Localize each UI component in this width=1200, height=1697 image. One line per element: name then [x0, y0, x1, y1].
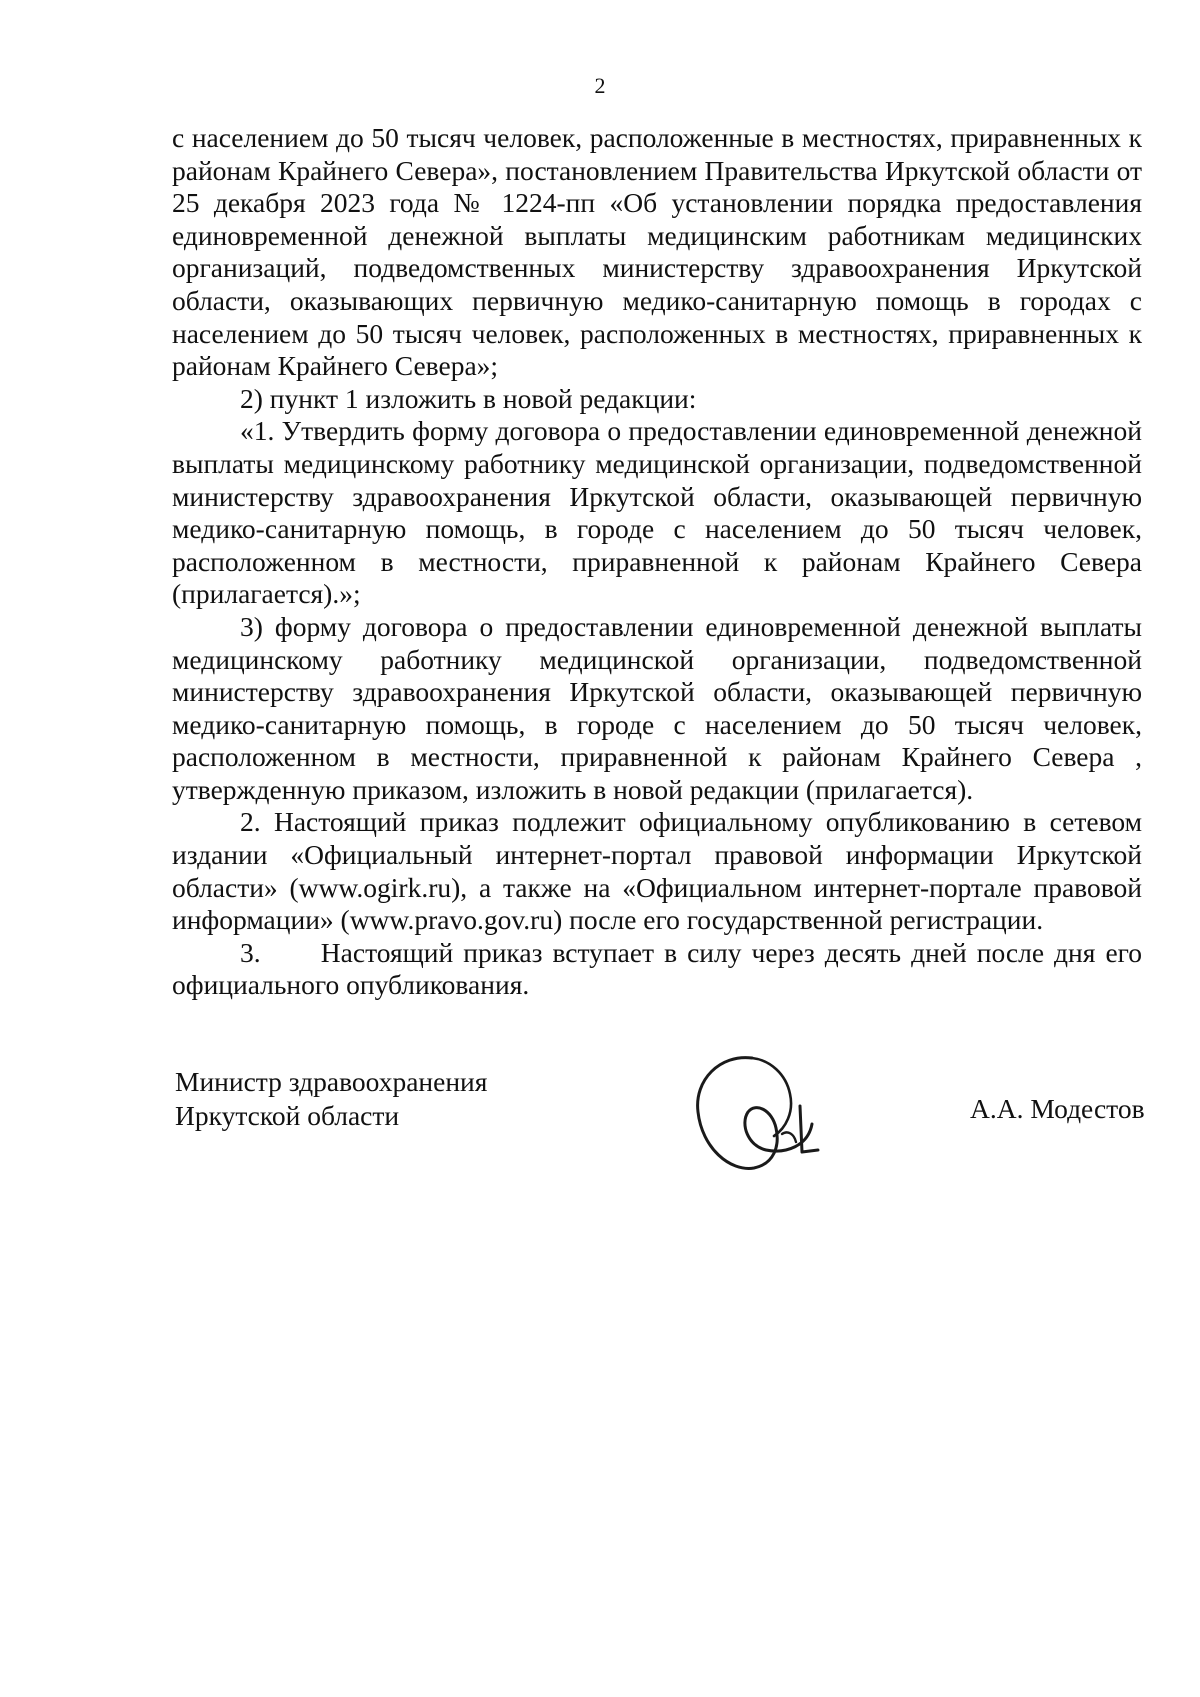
signer-name: А.А. Модестов — [970, 1093, 1145, 1124]
signer-position-line-1: Министр здравоохранения — [175, 1066, 488, 1097]
document-body — [172, 122, 1142, 1002]
paragraph-continuation: с населением до 50 тысяч человек, расположенные в местностях, приравненных к районам Крайнего Севера», постановлением Правительства Иркутской области от 25 декабря 2023 года № 1224-пп «Об установлении порядка предоставления единовременной денежной выплаты медицинским работникам медицинских организаций, подведомственных министерству здравоохранения Иркутской области, оказывающих первичную медико-санитарную помощь в городах с населением до 50 тысяч человек, расположенных в местностях, приравненных к районам Крайнего Севера»; — [172, 122, 1142, 382]
paragraph-item-2: 2) пункт 1 изложить в новой редакции: — [240, 382, 697, 414]
handwritten-signature — [690, 1050, 830, 1180]
paragraph-item-3: 3) форму договора о предоставлении единовременной денежной выплаты медицинскому работнику медицинской организации, подведомственной министерству здравоохранения Иркутской области, оказывающей первичную медико-санитарную помощь, в городе с населением до 50 тысяч человек, расположенном в местности, приравненной к районам Крайнего Севера , утвержденную приказом, изложить в новой редакции (прилагается). — [172, 610, 1142, 805]
signer-position — [175, 1065, 487, 1133]
paragraph-entry-into-force: 3. Настоящий приказ вступает в силу через десять дней после дня его официального опубликования. — [172, 936, 1142, 1001]
page-number: 2 — [594, 73, 606, 98]
paragraph-item-1-new-edition: «1. Утвердить форму договора о предоставлении единовременной денежной выплаты медицинскому работнику медицинской организации, подведомственной министерству здравоохранения Иркутской области, оказывающей первичную медико-санитарную помощь, в городе с населением до 50 тысяч человек, расположенном в местности, приравненной к районам Крайнего Севера (прилагается).»; — [172, 415, 1142, 610]
paragraph-publication: 2. Настоящий приказ подлежит официальному опубликованию в сетевом издании «Официальный интернет-портал правовой информации Иркутской области» (www.ogirk.ru), а также на «Официальном интернет-портале правовой информации» (www.pravo.gov.ru) после его государственной регистрации. — [172, 806, 1142, 936]
signer-position-line-2: Иркутской области — [175, 1100, 400, 1131]
